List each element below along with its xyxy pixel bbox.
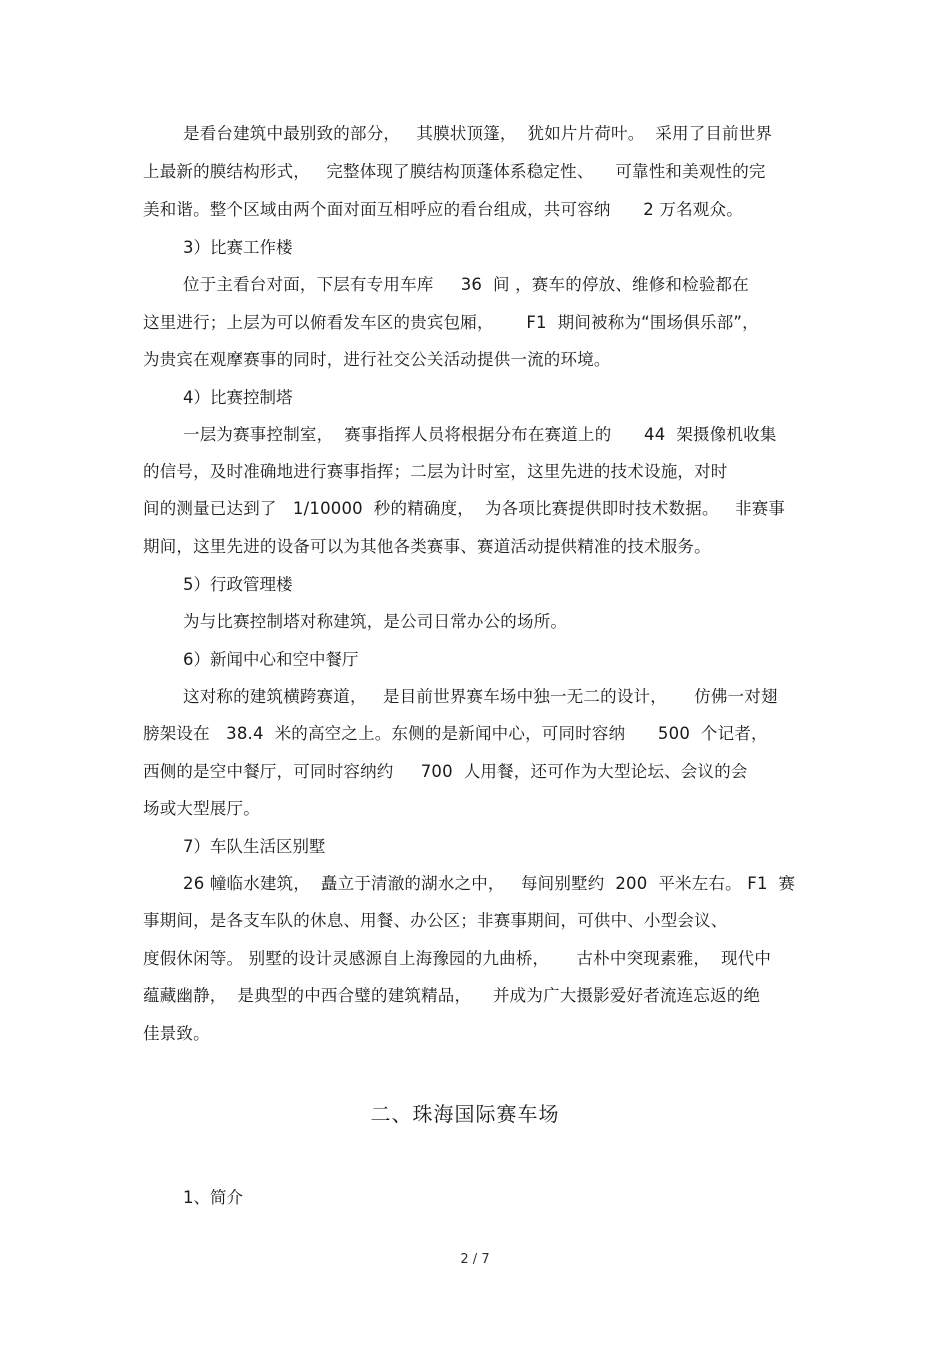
- paragraph-line: 场或大型展厅。: [143, 799, 260, 818]
- paragraph-line: 膀架设在 38.4 米的高空之上。东侧的是新闻中心，可同时容纳 500 个记者，: [143, 724, 768, 743]
- subsection-title: 1、简介: [183, 1188, 243, 1207]
- section-title: 二、珠海国际赛车场: [370, 1102, 560, 1126]
- section-heading-news-center: 6）新闻中心和空中餐厅: [183, 650, 359, 669]
- paragraph-line: 为贵宾在观摩赛事的同时，进行社交公关活动提供一流的环境。: [143, 350, 611, 369]
- section-heading-admin-building: 5）行政管理楼: [183, 575, 293, 594]
- paragraph-line: 度假休闲等。 别墅的设计灵感源自上海豫园的九曲桥， 古朴中突现素雅， 现代中: [143, 949, 772, 968]
- section-heading-team-villas: 7）车队生活区别墅: [183, 837, 326, 856]
- paragraph-line: 蕴藏幽静， 是典型的中西合璧的建筑精品， 并成为广大摄影爱好者流连忘返的绝: [143, 986, 761, 1005]
- paragraph-line: 一层为赛事控制室， 赛事指挥人员将根据分布在赛道上的 44 架摄像机收集: [183, 425, 777, 444]
- paragraph-line: 间的测量已达到了 1/10000 秒的精确度， 为各项比赛提供即时技术数据。 非赛事: [143, 499, 786, 518]
- paragraph-line: 26 幢临水建筑， 矗立于清澈的湖水之中， 每间别墅约 200 平米左右。 F1 赛: [183, 874, 796, 893]
- paragraph-line: 佳景致。: [143, 1024, 210, 1043]
- paragraph-line: 的信号，及时准确地进行赛事指挥；二层为计时室，这里先进的技术设施，对时: [143, 462, 728, 481]
- paragraph-line: 事期间，是各支车队的休息、用餐、办公区；非赛事期间，可供中、小型会议、: [143, 911, 728, 930]
- section-heading-control-tower: 4）比赛控制塔: [183, 388, 293, 407]
- paragraph-line: 西侧的是空中餐厅，可同时容纳约 700 人用餐，还可作为大型论坛、会议的会: [143, 762, 748, 781]
- paragraph-line: 美和谐。整个区域由两个面对面互相呼应的看台组成，共可容纳 2 万名观众。: [143, 200, 743, 219]
- paragraph-line: 为与比赛控制塔对称建筑，是公司日常办公的场所。: [183, 612, 568, 631]
- paragraph-line: 是看台建筑中最别致的部分， 其膜状顶篷， 犹如片片荷叶。 采用了目前世界: [183, 124, 773, 143]
- page-number: 2 / 7: [460, 1252, 490, 1267]
- paragraph-line: 期间，这里先进的设备可以为其他各类赛事、赛道活动提供精准的技术服务。: [143, 537, 711, 556]
- paragraph-line: 位于主看台对面，下层有专用车库 36 间 ，赛车的停放、维修和检验都在: [183, 275, 749, 294]
- paragraph-line: 这对称的建筑横跨赛道， 是目前世界赛车场中独一无二的设计， 仿佛一对翅: [183, 687, 778, 706]
- paragraph-line: 这里进行；上层为可以俯看发车区的贵宾包厢， F1 期间被称为“围场俱乐部”，: [143, 313, 759, 332]
- paragraph-line: 上最新的膜结构形式， 完整体现了膜结构顶蓬体系稳定性、 可靠性和美观性的完: [143, 162, 766, 181]
- section-heading-competition-building: 3）比赛工作楼: [183, 238, 293, 257]
